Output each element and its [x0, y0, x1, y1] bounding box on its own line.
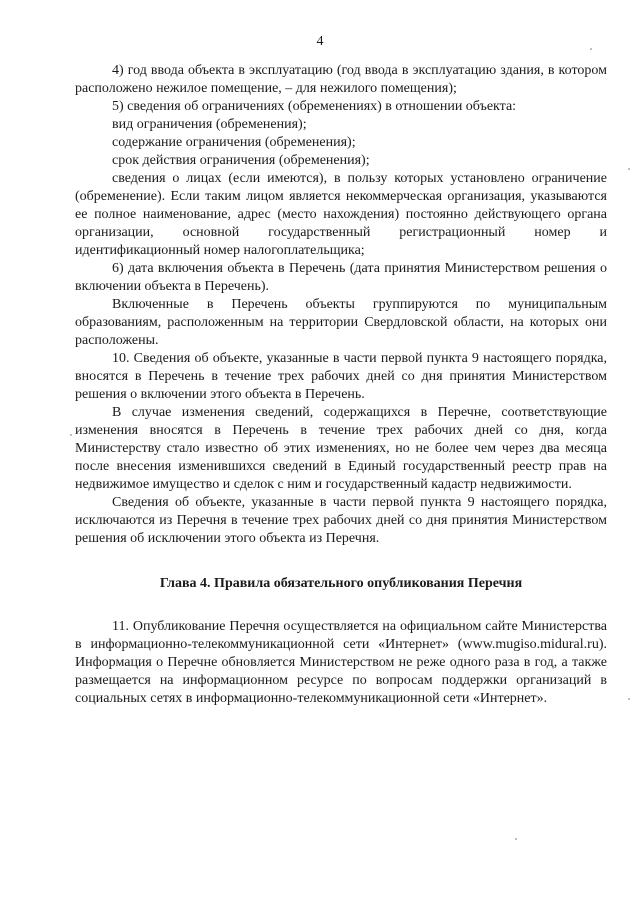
scan-speck: [628, 168, 630, 170]
scan-speck: [628, 698, 630, 700]
paragraph: Включенные в Перечень объекты группируются по муниципальным образованиям, расположенным на территории Свердловской области, на которых они расположены.: [75, 297, 607, 348]
scan-speck: [515, 838, 517, 840]
paragraph: сведения о лицах (если имеются), в пользу которых установлено ограничение (обременение). Если таким лицом является некоммерческая организация, указываются ее полное наименование, адрес (место нахождения) постоянно действующего органа организации, основной государственный регистрационный номер и идентификационный номер налогоплательщика;: [75, 171, 607, 258]
paragraph: 4) год ввода объекта в эксплуатацию (год ввода в эксплуатацию здания, в котором расположено нежилое помещение, – для нежилого помещения);: [75, 63, 607, 96]
paragraph: Сведения об объекте, указанные в части первой пункта 9 настоящего порядка, исключаются из Перечня в течение трех рабочих дней со дня принятия Министерством решения об исключении этого объекта из Перечня.: [75, 495, 607, 546]
scan-speck: [70, 434, 72, 436]
scan-speck: [590, 48, 592, 50]
paragraph: содержание ограничения (обременения);: [112, 135, 356, 150]
document-body: [75, 62, 607, 708]
paragraph: В случае изменения сведений, содержащихся в Перечне, соответствующие изменения вносятся в Перечень в течение трех рабочих дней со дня, когда Министерству стало известно об этих изменениях, но не более чем через два месяца после внесения изменившихся сведений в Единый государственный реестр прав на недвижимое имущество и сделок с ним и государственный кадастр недвижимости.: [75, 405, 607, 492]
paragraph: 11. Опубликование Перечня осуществляется на официальном сайте Министерства в информационно-телекоммуникационной сети «Интернет» (www.mugiso.midural.ru). Информация о Перечне обновляется Министерством не реже одного раза в год, а также размещается на информационном ресурсе по вопросам поддержки организаций в социальных сетях в информационно-телекоммуникационной сети «Интернет».: [75, 619, 607, 706]
paragraph: 10. Сведения об объекте, указанные в части первой пункта 9 настоящего порядка, вносятся в Перечень в течение трех рабочих дней со дня принятия Министерством решения о включении этого объекта в Перечень.: [75, 351, 607, 402]
page-number: 4: [316, 34, 324, 49]
paragraph: 6) дата включения объекта в Перечень (дата принятия Министерством решения о включении объекта в Перечень).: [75, 261, 607, 294]
chapter-title: Глава 4. Правила обязательного опубликования Перечня: [159, 576, 523, 591]
paragraph: вид ограничения (обременения);: [112, 117, 307, 132]
paragraph: срок действия ограничения (обременения);: [112, 153, 370, 168]
paragraph: 5) сведения об ограничениях (обременениях) в отношении объекта:: [112, 99, 517, 114]
